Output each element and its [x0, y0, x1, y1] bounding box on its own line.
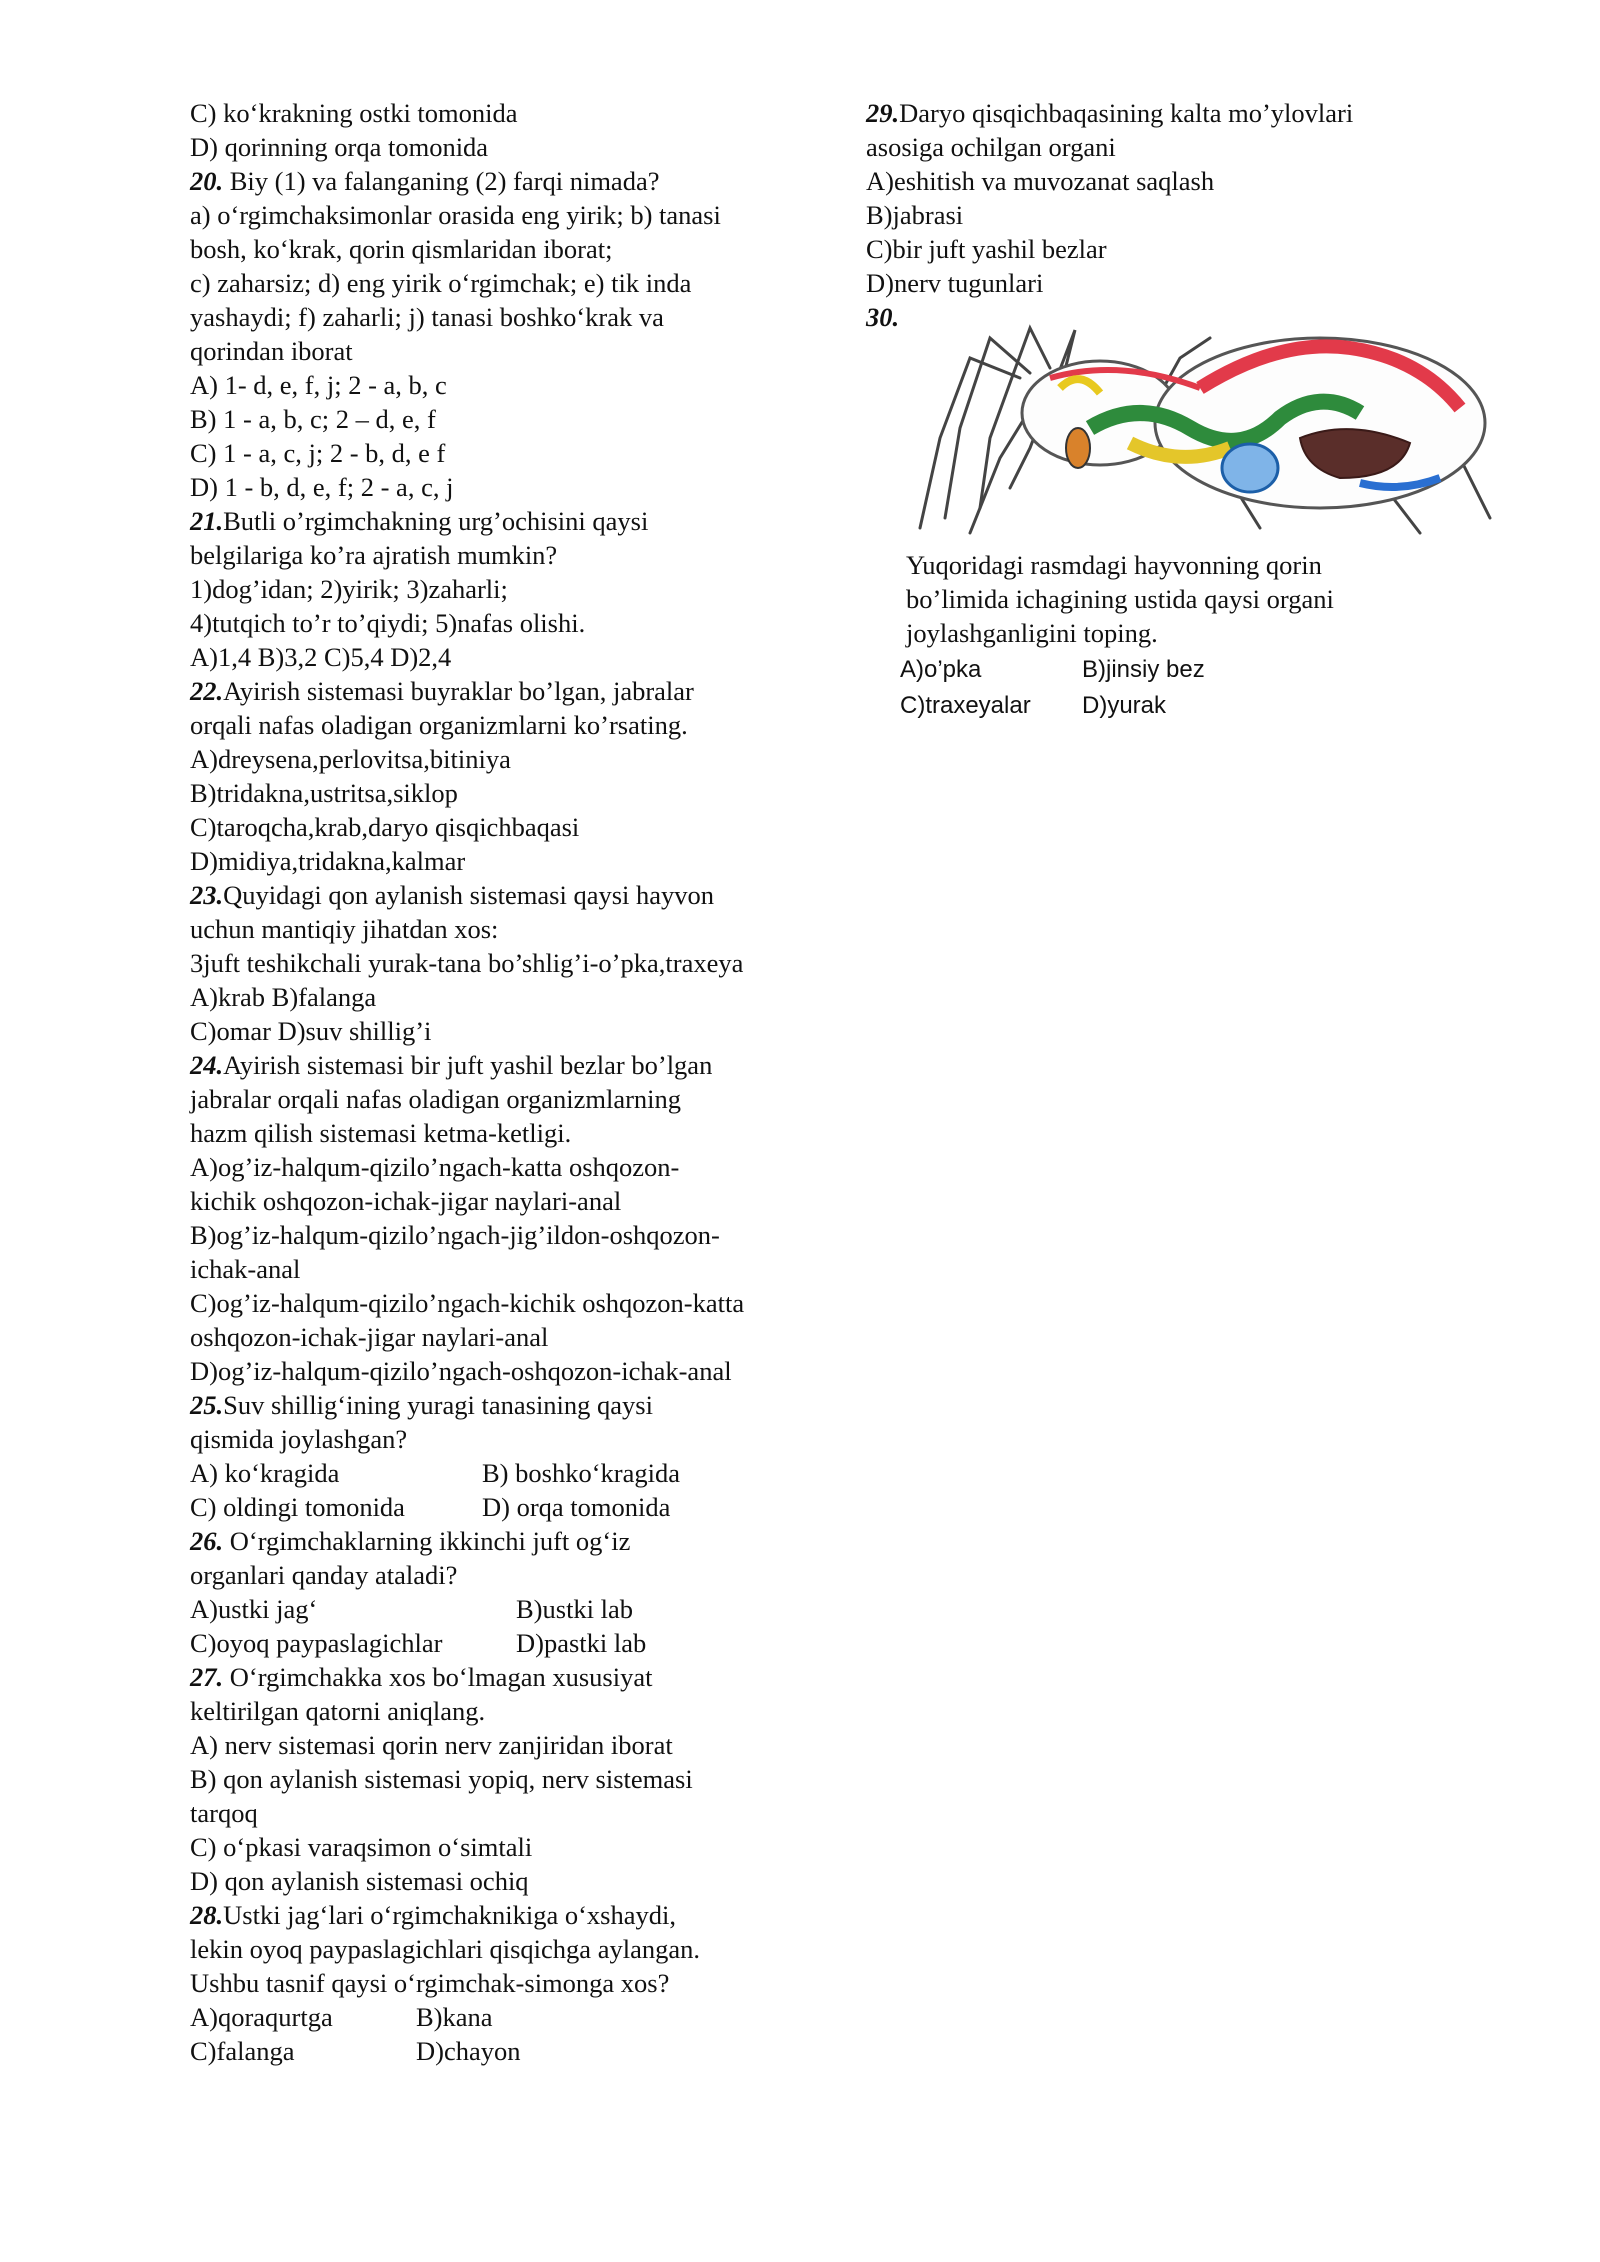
- line-text: D)nerv tugunlari: [866, 268, 1044, 298]
- text-line: [190, 1014, 830, 1048]
- text-line: [866, 164, 1426, 198]
- text-line: [190, 1830, 830, 1864]
- text-line: [190, 538, 830, 572]
- question-number: 25.: [190, 1390, 224, 1420]
- line-text: 3juft teshikchali yurak-tana bo’shlig’i-o’pka,traxeya: [190, 948, 744, 978]
- text-line: [190, 810, 830, 844]
- text-line: [190, 946, 830, 980]
- line-text: C) koʻkrakning ostki tomonida: [190, 98, 518, 128]
- line-text: Suv shilligʻining yuragi tanasining qaysi: [223, 1390, 653, 1420]
- line-text: belgilariga ko’ra ajratish mumkin?: [190, 540, 558, 570]
- text-line: [190, 1592, 830, 1626]
- answer-option: A)o’pka: [900, 656, 982, 683]
- text-line: [866, 232, 1426, 266]
- line-text: C)falanga: [190, 2036, 295, 2066]
- line-text: B)og’iz-halqum-qizilo’ngach-jig’ildon-oshqozon-: [190, 1220, 720, 1250]
- line-text: C) 1 - a, c, j; 2 - b, d, e f: [190, 438, 446, 468]
- line-text: qismida joylashgan?: [190, 1424, 408, 1454]
- line-text: A)og’iz-halqum-qizilo’ngach-katta oshqozon-: [190, 1152, 680, 1182]
- line-text: C)oyoq paypaslagichlar: [190, 1628, 443, 1658]
- line-text: C)og’iz-halqum-qizilo’ngach-kichik oshqozon-katta: [190, 1288, 745, 1318]
- line-text: B)kana: [416, 2002, 493, 2032]
- text-line: [190, 1320, 830, 1354]
- text-line: [866, 198, 1426, 232]
- text-line: [190, 742, 830, 776]
- line-text: Biy (1) va falanganing (2) farqi nimada?: [223, 166, 660, 196]
- line-text: a) oʻrgimchaksimonlar orasida eng yirik; b) tanasi: [190, 200, 721, 230]
- question-number: 26.: [190, 1526, 224, 1556]
- text-line: [190, 1558, 830, 1592]
- line-text: tarqoq: [190, 1798, 258, 1828]
- answer-option: B)jinsiy bez: [1082, 656, 1205, 683]
- line-text: A)ustki jagʻ: [190, 1594, 318, 1624]
- line-text: C) oldingi tomonida: [190, 1492, 405, 1522]
- text-line: [190, 1796, 830, 1830]
- line-text: Daryo qisqichbaqasining kalta mo’ylovlari: [899, 98, 1354, 128]
- line-text: A) nerv sistemasi qorin nerv zanjiridan iborat: [190, 1730, 673, 1760]
- text-line: [190, 1388, 830, 1422]
- text-line: [190, 232, 830, 266]
- text-line: [190, 640, 830, 674]
- text-line: [190, 1286, 830, 1320]
- line-text: c) zaharsiz; d) eng yirik oʻrgimchak; e) tik inda: [190, 268, 692, 298]
- line-text: A)krab B)falanga: [190, 982, 377, 1012]
- question-number: 20.: [190, 166, 224, 196]
- line-text: B) boshkoʻkragida: [482, 1458, 680, 1488]
- text-line: [190, 334, 830, 368]
- line-text: qorindan iborat: [190, 336, 353, 366]
- line-text: A)dreysena,perlovitsa,bitiniya: [190, 744, 511, 774]
- text-line: [190, 1252, 830, 1286]
- line-text: A)eshitish va muvozanat saqlash: [866, 166, 1215, 196]
- text-line: [190, 300, 830, 334]
- line-text: C)omar D)suv shillig’i: [190, 1016, 432, 1046]
- line-text: Oʻrgimchaklarning ikkinchi juft ogʻiz: [223, 1526, 631, 1556]
- text-line: [190, 2000, 830, 2034]
- text-line: [190, 1864, 830, 1898]
- text-line: [190, 606, 830, 640]
- line-text: D)chayon: [416, 2036, 521, 2066]
- question-number: 28.: [190, 1900, 224, 1930]
- text-line: [190, 1524, 830, 1558]
- answer-option: C)traxeyalar: [900, 692, 1031, 719]
- text-line: [190, 2034, 830, 2068]
- text-line: [190, 266, 830, 300]
- text-line: [190, 912, 830, 946]
- line-text: hazm qilish sistemasi ketma-ketligi.: [190, 1118, 572, 1148]
- line-text: D) qon aylanish sistemasi ochiq: [190, 1866, 529, 1896]
- line-text: C)taroqcha,krab,daryo qisqichbaqasi: [190, 812, 580, 842]
- line-text: B) qon aylanish sistemasi yopiq, nerv sistemasi: [190, 1764, 693, 1794]
- text-line: [190, 470, 830, 504]
- line-text: Oʻrgimchakka xos boʻlmagan xususiyat: [223, 1662, 653, 1692]
- line-text: D)pastki lab: [516, 1628, 647, 1658]
- line-text: B)jabrasi: [866, 200, 964, 230]
- text-line: [190, 572, 830, 606]
- line-text: B) 1 - a, b, c; 2 – d, e, f: [190, 404, 436, 434]
- answer-row: [900, 688, 1205, 724]
- spider-leg: [920, 358, 1020, 528]
- text-line: [866, 266, 1426, 300]
- caption-line: bo’limida ichagining ustida qaysi organi: [906, 584, 1334, 614]
- line-text: A) 1- d, e, f, j; 2 - a, b, c: [190, 370, 447, 400]
- line-text: ichak-anal: [190, 1254, 301, 1284]
- text-line: [190, 436, 830, 470]
- line-text: uchun mantiqiy jihatdan xos:: [190, 914, 499, 944]
- text-line: [190, 1694, 830, 1728]
- text-line: [866, 96, 1426, 130]
- line-text: B)ustki lab: [516, 1594, 634, 1624]
- line-text: A) koʻkragida: [190, 1458, 340, 1488]
- text-line: [190, 402, 830, 436]
- text-line: [190, 1762, 830, 1796]
- question-number: 24.: [190, 1050, 224, 1080]
- line-text: kichik oshqozon-ichak-jigar naylari-anal: [190, 1186, 622, 1216]
- line-text: orqali nafas oladigan organizmlarni ko’rsating.: [190, 710, 688, 740]
- line-text: D) 1 - b, d, e, f; 2 - a, c, j: [190, 472, 454, 502]
- q30-options: [900, 652, 1205, 724]
- text-line: [190, 1116, 830, 1150]
- left-column: [190, 96, 830, 2068]
- caption-line: Yuqoridagi rasmdagi hayvonning qorin: [906, 550, 1322, 580]
- text-line: [190, 776, 830, 810]
- text-line: [190, 1048, 830, 1082]
- line-text: A)qoraqurtga: [190, 2002, 333, 2032]
- text-line: [190, 504, 830, 538]
- text-line: [190, 1660, 830, 1694]
- text-line: [190, 844, 830, 878]
- answer-option: D)yurak: [1082, 692, 1167, 719]
- question-number: 29.: [866, 98, 900, 128]
- text-line: [190, 1898, 830, 1932]
- text-line: [190, 198, 830, 232]
- poison-gland: [1066, 428, 1090, 468]
- line-text: Ustki jagʻlari oʻrgimchaknikiga oʻxshaydi,: [223, 1900, 676, 1930]
- text-line: [190, 1184, 830, 1218]
- q30-caption: [906, 548, 1426, 650]
- lung-book: [1222, 444, 1278, 492]
- line-text: A)1,4 B)3,2 C)5,4 D)2,4: [190, 642, 452, 672]
- question-number: 21.: [190, 506, 224, 536]
- line-text: oshqozon-ichak-jigar naylari-anal: [190, 1322, 549, 1352]
- line-text: D)midiya,tridakna,kalmar: [190, 846, 466, 876]
- right-column: [866, 96, 1426, 334]
- text-line: [866, 130, 1426, 164]
- line-text: keltirilgan qatorni aniqlang.: [190, 1696, 486, 1726]
- line-text: Ushbu tasnif qaysi oʻrgimchak-simonga xos?: [190, 1968, 670, 1998]
- text-line: [190, 674, 830, 708]
- text-line: [190, 1728, 830, 1762]
- line-text: C)bir juft yashil bezlar: [866, 234, 1107, 264]
- line-text: Quyidagi qon aylanish sistemasi qaysi hayvon: [223, 880, 715, 910]
- line-text: D)og’iz-halqum-qizilo’ngach-oshqozon-ichak-anal: [190, 1356, 732, 1386]
- line-text: bosh, koʻkrak, qorin qismlaridan iborat;: [190, 234, 613, 264]
- line-text: Ayirish sistemasi bir juft yashil bezlar bo’lgan: [223, 1050, 713, 1080]
- spider-anatomy-figure: [900, 318, 1500, 546]
- text-line: [190, 1932, 830, 1966]
- text-line: [190, 96, 830, 130]
- text-line: [190, 708, 830, 742]
- question-number: 22.: [190, 676, 224, 706]
- line-text: jabralar orqali nafas oladigan organizmlarning: [190, 1084, 682, 1114]
- question-number: 23.: [190, 880, 224, 910]
- text-line: [190, 1456, 830, 1490]
- text-line: [190, 878, 830, 912]
- line-text: 4)tutqich to’r to’qiydi; 5)nafas olishi.: [190, 608, 586, 638]
- line-text: yashaydi; f) zaharli; j) tanasi boshkoʻkrak va: [190, 302, 664, 332]
- line-text: asosiga ochilgan organi: [866, 132, 1116, 162]
- text-line: [190, 368, 830, 402]
- text-line: [190, 164, 830, 198]
- caption-line: joylashganligini toping.: [906, 618, 1158, 648]
- text-line: [190, 1626, 830, 1660]
- line-text: Butli o’rgimchakning urg’ochisini qaysi: [223, 506, 649, 536]
- question-number: 27.: [190, 1662, 224, 1692]
- answer-row: [900, 652, 1205, 688]
- text-line: [190, 130, 830, 164]
- text-line: [190, 980, 830, 1014]
- line-text: organlari qanday ataladi?: [190, 1560, 458, 1590]
- text-line: [190, 1082, 830, 1116]
- line-text: D) orqa tomonida: [482, 1492, 671, 1522]
- line-text: Ayirish sistemasi buyraklar bo’lgan, jabralar: [223, 676, 694, 706]
- line-text: lekin oyoq paypaslagichlari qisqichga aylangan.: [190, 1934, 700, 1964]
- line-text: 1)dog’idan; 2)yirik; 3)zaharli;: [190, 574, 508, 604]
- question-number: 30.: [866, 302, 900, 332]
- text-line: [190, 1490, 830, 1524]
- text-line: [190, 1218, 830, 1252]
- text-line: [190, 1966, 830, 2000]
- text-line: [190, 1354, 830, 1388]
- line-text: C) oʻpkasi varaqsimon oʻsimtali: [190, 1832, 533, 1862]
- line-text: B)tridakna,ustritsa,siklop: [190, 778, 458, 808]
- line-text: D) qorinning orqa tomonida: [190, 132, 489, 162]
- text-line: [190, 1150, 830, 1184]
- text-line: [190, 1422, 830, 1456]
